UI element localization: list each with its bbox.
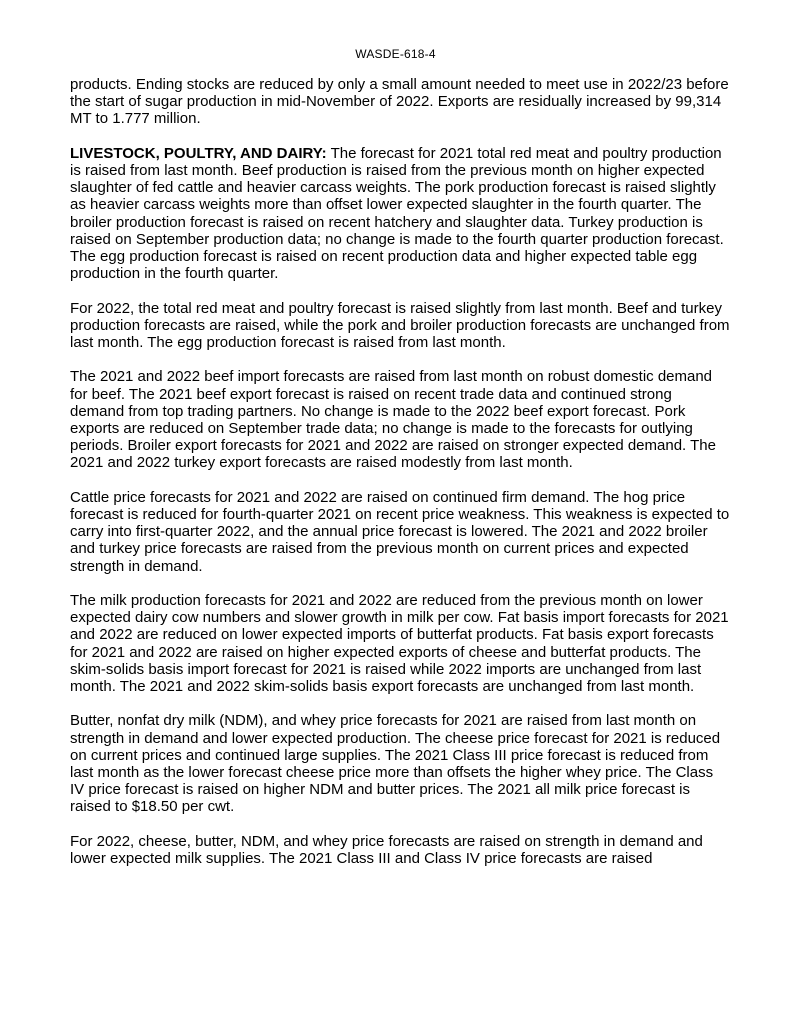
paragraph-text: The milk production forecasts for 2021 and 2022 are reduced from the previous month on lower expected dairy cow numbers and slower growth in milk per cow. Fat basis import forecasts for 2021 and 2022 are reduced on lower expected imports of butterfat products. Fat basis export forecasts for 2021 and 2022 are raised on higher expected exports of cheese and butterfat products. The skim-solids basis import forecast for 2021 is raised while 2022 imports are unchanged from last month. The 2021 and 2022 skim-solids basis export forecasts are unchanged from last month. [70,592,729,696]
paragraph-livestock-overview [70,145,730,283]
paragraph-text: For 2022, the total red meat and poultry forecast is raised slightly from last month. Beef and turkey production forecasts are raised, while the pork and broiler production forecasts are unchanged from last month. The egg production forecast is raised from last month. [70,299,730,352]
paragraph-text: Cattle price forecasts for 2021 and 2022 are raised on continued firm demand. The hog price forecast is reduced for fourth-quarter 2021 on recent price weakness. This weakness is expected to carry into first-quarter 2022, and the annual price forecast is lowered. The 2021 and 2022 broiler and turkey price forecasts are raised from the previous month on current prices and expected strength in demand. [70,488,730,575]
document-body [70,76,730,884]
section-heading: LIVESTOCK, POULTRY, AND DAIRY: [70,144,327,162]
paragraph-sugar-exports [70,76,730,128]
page-header: WASDE-618-4 [355,47,436,61]
paragraph-trade-forecasts [70,368,730,471]
paragraph-2022-production [70,300,730,352]
paragraph-text: The 2021 and 2022 beef import forecasts are raised from last month on robust domestic demand for beef. The 2021 beef export forecast is raised on recent trade data and continued strong demand from top trading partners. No change is made to the 2022 beef export forecast. Pork exports are reduced on September trade data; no change is made to the forecasts for outlying periods. Broiler export forecasts for 2021 and 2022 are raised on stronger expected demand. The 2021 and 2022 turkey export forecasts are raised modestly from last month. [70,368,716,472]
paragraph-dairy-prices-2021 [70,712,730,815]
paragraph-milk-production [70,592,730,695]
paragraph-text: Butter, nonfat dry milk (NDM), and whey price forecasts for 2021 are raised from last month on strength in demand and lower expected production. The cheese price forecast for 2021 is reduced on current prices and continued large supplies. The 2021 Class III price forecast is reduced from last month as the lower forecast cheese price more than offsets the higher whey price. The Class IV price forecast is raised on higher NDM and butter prices. The 2021 all milk price forecast is raised to $18.50 per cwt. [70,712,721,816]
paragraph-dairy-prices-2022 [70,833,730,867]
paragraph-text: products. Ending stocks are reduced by only a small amount needed to meet use in 2022/23 before the start of sugar production in mid-November of 2022. Exports are residually increased by 99,314 MT to 1.777 million. [70,76,729,128]
paragraph-text: The forecast for 2021 total red meat and poultry production is raised from last month. Beef production is raised from the previous month on higher expected slaughter of fed cattle and heavier carcass weights. The pork production forecast is raised slightly as heavier carcass weights more than offset lower expected slaughter in the fourth quarter. The broiler production forecast is raised on recent hatchery and slaughter data. Turkey production is raised on September production data; no change is made to the fourth quarter production forecast. The egg production forecast is raised on recent production data and higher expected table egg production in the fourth quarter. [70,144,724,283]
paragraph-text: For 2022, cheese, butter, NDM, and whey price forecasts are raised on strength in demand and lower expected milk supplies. The 2021 Class III and Class IV price forecasts are raised [70,832,703,868]
paragraph-price-forecasts [70,489,730,575]
